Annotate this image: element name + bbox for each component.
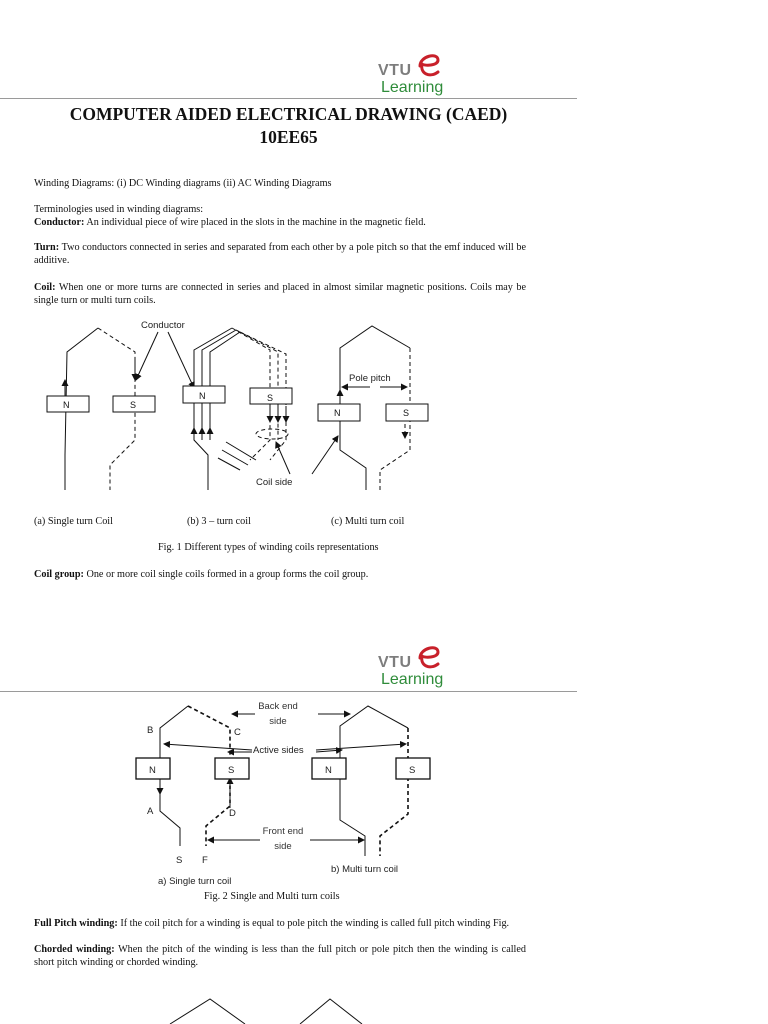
pole-n-label: N bbox=[199, 391, 206, 401]
conductor-label: Conductor bbox=[141, 320, 185, 331]
front-end-side-label: Front end side bbox=[262, 826, 304, 852]
logo-e-icon bbox=[416, 48, 442, 82]
conductor-text: An individual piece of wire placed in the slots in the machine in the magnetic field. bbox=[84, 217, 426, 228]
coil-group-term: Coil group: bbox=[34, 569, 84, 580]
caption-multi-turn-coil: (c) Multi turn coil bbox=[331, 516, 405, 527]
turn-definition bbox=[34, 241, 526, 267]
fig2-pole-n-label: N bbox=[325, 765, 332, 776]
full-pitch-definition bbox=[34, 917, 526, 930]
coil-group-text: One or more coil single coils formed in a group forms the coil group. bbox=[83, 569, 369, 580]
logo-vtu-text: VTU bbox=[378, 654, 412, 671]
page-title: COMPUTER AIDED ELECTRICAL DRAWING (CAED) bbox=[69, 104, 508, 124]
chorded-text: When the pitch of the winding is less than the full pitch or pole pitch then the winding is called short pitch winding or chorded winding. bbox=[34, 944, 526, 968]
active-sides-label: Active sides bbox=[253, 745, 304, 756]
coil-side-label: Coil side bbox=[256, 477, 293, 488]
header-divider bbox=[0, 98, 577, 99]
pole-pitch-label: Pole pitch bbox=[349, 373, 391, 384]
fig2-pole-s-label: S bbox=[228, 765, 235, 776]
conductor-term: Conductor: bbox=[34, 217, 85, 228]
fig2-pole-n-label: N bbox=[149, 765, 156, 776]
back-end-side-label: Back end side bbox=[258, 701, 298, 727]
pole-s-label: S bbox=[130, 400, 137, 410]
coil-definition bbox=[34, 281, 526, 307]
winding-diagrams-line: Winding Diagrams: (i) DC Winding diagrams (ii) AC Winding Diagrams bbox=[34, 178, 332, 189]
coil-group-definition bbox=[34, 568, 526, 581]
terminologies-line: Terminologies used in winding diagrams: bbox=[34, 204, 204, 215]
logo-learning-text: Learning bbox=[381, 79, 444, 96]
turn-term: Turn: bbox=[34, 242, 60, 253]
header-divider bbox=[0, 691, 577, 692]
letter-c: C bbox=[234, 727, 241, 738]
figure-1-caption: Fig. 1 Different types of winding coils representations bbox=[158, 542, 379, 553]
vtu-elearning-logo bbox=[378, 48, 458, 98]
logo-learning-text: Learning bbox=[381, 671, 444, 688]
chorded-term: Chorded winding: bbox=[34, 944, 115, 955]
course-code: 10EE65 bbox=[259, 127, 318, 147]
pole-n-label: N bbox=[334, 408, 341, 418]
letter-b: B bbox=[147, 725, 154, 736]
chorded-definition bbox=[34, 943, 526, 969]
letter-d: D bbox=[229, 808, 236, 819]
caption-three-turn-coil: (b) 3 – turn coil bbox=[187, 516, 251, 527]
logo-e-icon bbox=[416, 640, 442, 674]
caption-fig2-multi: b) Multi turn coil bbox=[331, 864, 399, 875]
pole-s-label: S bbox=[267, 393, 274, 403]
full-pitch-term: Full Pitch winding: bbox=[34, 918, 118, 929]
figure-3-partial bbox=[0, 996, 577, 1024]
coil-term: Coil: bbox=[34, 282, 56, 293]
turn-text: Two conductors connected in series and separated from each other by a pole pitch so that the emf induced will be additive. bbox=[34, 242, 526, 266]
vtu-elearning-logo bbox=[378, 640, 458, 690]
caption-single-turn-coil: (a) Single turn Coil bbox=[34, 516, 113, 527]
figure-2-caption: Fig. 2 Single and Multi turn coils bbox=[204, 891, 340, 902]
fig2-pole-s-label: S bbox=[409, 765, 416, 776]
full-pitch-text: If the coil pitch for a winding is equal to pole pitch the winding is called full pitch winding Fig. bbox=[117, 918, 510, 929]
letter-s: S bbox=[176, 855, 183, 866]
letter-a: A bbox=[147, 806, 154, 817]
letter-f: F bbox=[202, 855, 208, 866]
logo-vtu-text: VTU bbox=[378, 62, 412, 79]
conductor-definition bbox=[34, 216, 526, 229]
pole-s-label: S bbox=[403, 408, 410, 418]
coil-text: When one or more turns are connected in series and placed in almost similar magnetic positions. Coils may be single turn or multi turn coils. bbox=[34, 282, 526, 306]
pole-n-label: N bbox=[63, 400, 70, 410]
caption-fig2-single: a) Single turn coil bbox=[158, 876, 232, 887]
